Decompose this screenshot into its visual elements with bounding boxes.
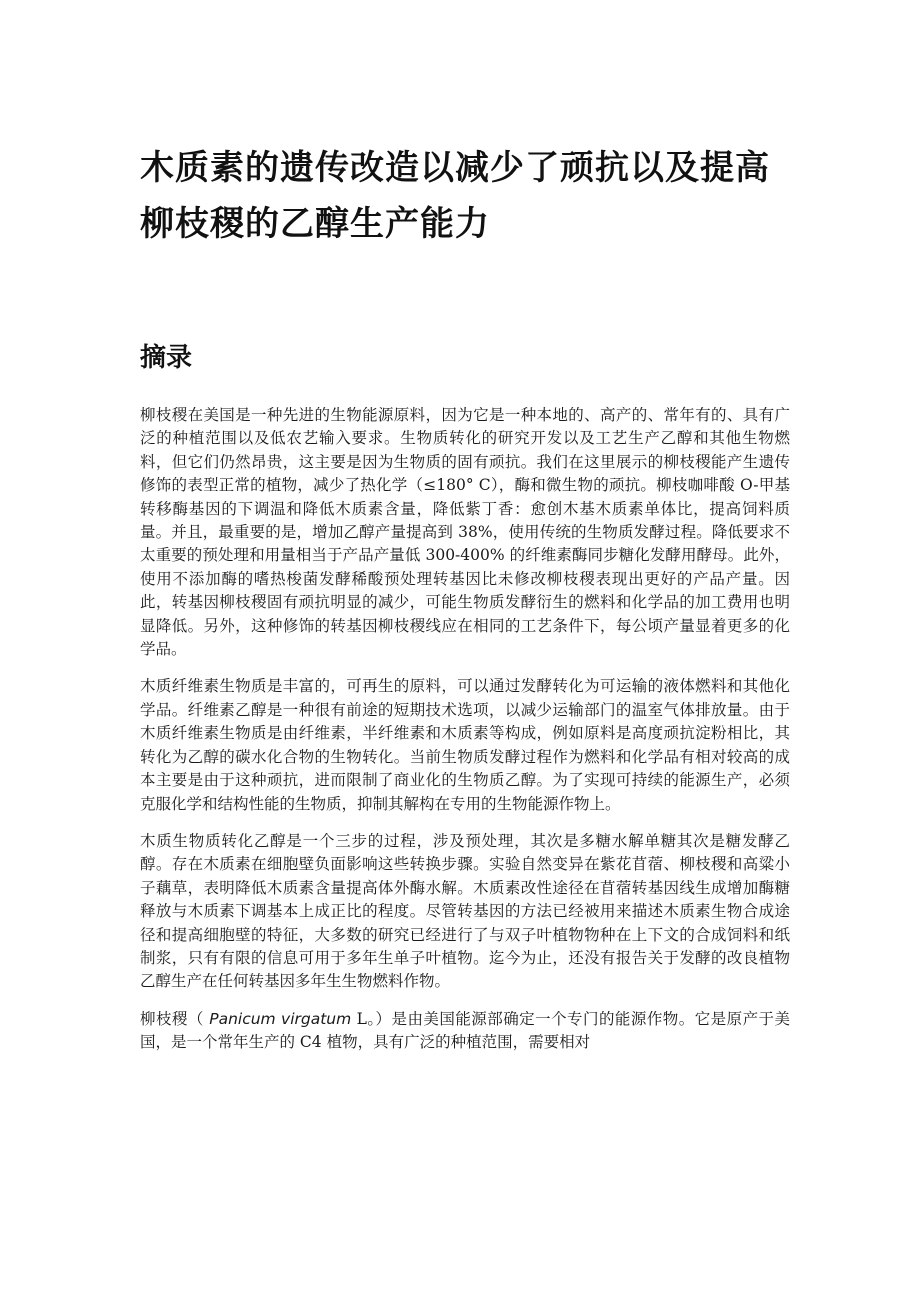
paragraph-4-lead: 柳枝稷（: [140, 1009, 210, 1028]
paragraph-1: 柳枝稷在美国是一种先进的生物能源原料，因为它是一种本地的、高产的、常年有的、具有广泛的种植范围以及低农艺输入要求。生物质转化的研究开发以及工艺生产乙醇和其他生物燃料，但它们仍然昂贵，这主要是因为生物质的固有顽抗。我们在这里展示的柳枝稷能产生遗传修饰的表型正常的植物，减少了热化学（≤180° C），酶和微生物的顽抗。柳枝咖啡酸 O-甲基转移酶基因的下调温和降低木质素含量，降低紫丁香：愈创木基木质素单体比，提高饲料质量。并且，最重要的是，增加乙醇产量提高到 38%，使用传统的生物质发酵过程。降低要求不太重要的预处理和用量相当于产品产量低 300-400% 的纤维素酶同步糖化发酵用酵母。此外，使用不添加酶的嗜热梭菌发酵稀酸预处理转基因比未修改柳枝稷表现出更好的产品产量。因此，转基因柳枝稷固有顽抗明显的减少，可能生物质发酵衍生的燃料和化学品的加工费用也明显降低。另外，这种修饰的转基因柳枝稷线应在相同的工艺条件下，每公顷产量显着更多的化学品。: [140, 406, 790, 659]
document-title: 木质素的遗传改造以减少了顽抗以及提高柳枝稷的乙醇生产能力: [140, 148, 770, 244]
document-body: [140, 404, 790, 1069]
abstract-heading: 摘录: [140, 343, 193, 373]
paragraph-4-rest: L。）是由美国能源部确定一个专门的能源作物。它是原产于美国，是一个常年生产的 C4 植物，具有广泛的种植范围，需要相对: [140, 1009, 790, 1052]
species-name: Panicum virgatum: [209, 1009, 352, 1028]
paragraph-4: [140, 1008, 790, 1055]
paragraph-3: 木质生物质转化乙醇是一个三步的过程，涉及预处理，其次是多糖水解单糖其次是糖发酵乙醇。存在木质素在细胞壁负面影响这些转换步骤。实验自然变异在紫花苜蓿、柳枝稷和高粱小子藕草，表明降低木质素含量提高体外酶水解。木质素改性途径在苜蓿转基因线生成增加酶糖释放与木质素下调基本上成正比的程度。尽管转基因的方法已经被用来描述木质素生物合成途径和提高细胞壁的特征，大多数的研究已经进行了与双子叶植物物种在上下文的合成饲料和纸制浆，只有有限的信息可用于多年生单子叶植物。迄今为止，还没有报告关于发酵的改良植物乙醇生产在任何转基因多年生生物燃料作物。: [140, 831, 790, 991]
paragraph-2: 木质纤维素生物质是丰富的，可再生的原料，可以通过发酵转化为可运输的液体燃料和其他化学品。纤维素乙醇是一种很有前途的短期技术选项，以减少运输部门的温室气体排放量。由于木质纤维素生物质是由纤维素，半纤维素和木质素等构成，例如原料是高度顽抗淀粉相比，其转化为乙醇的碳水化合物的生物转化。当前生物质发酵过程作为燃料和化学品有相对较高的成本主要是由于这种顽抗，进而限制了商业化的生物质乙醇。为了实现可持续的能源生产，必须克服化学和结构性能的生物质，抑制其解构在专用的生物能源作物上。: [140, 677, 790, 813]
